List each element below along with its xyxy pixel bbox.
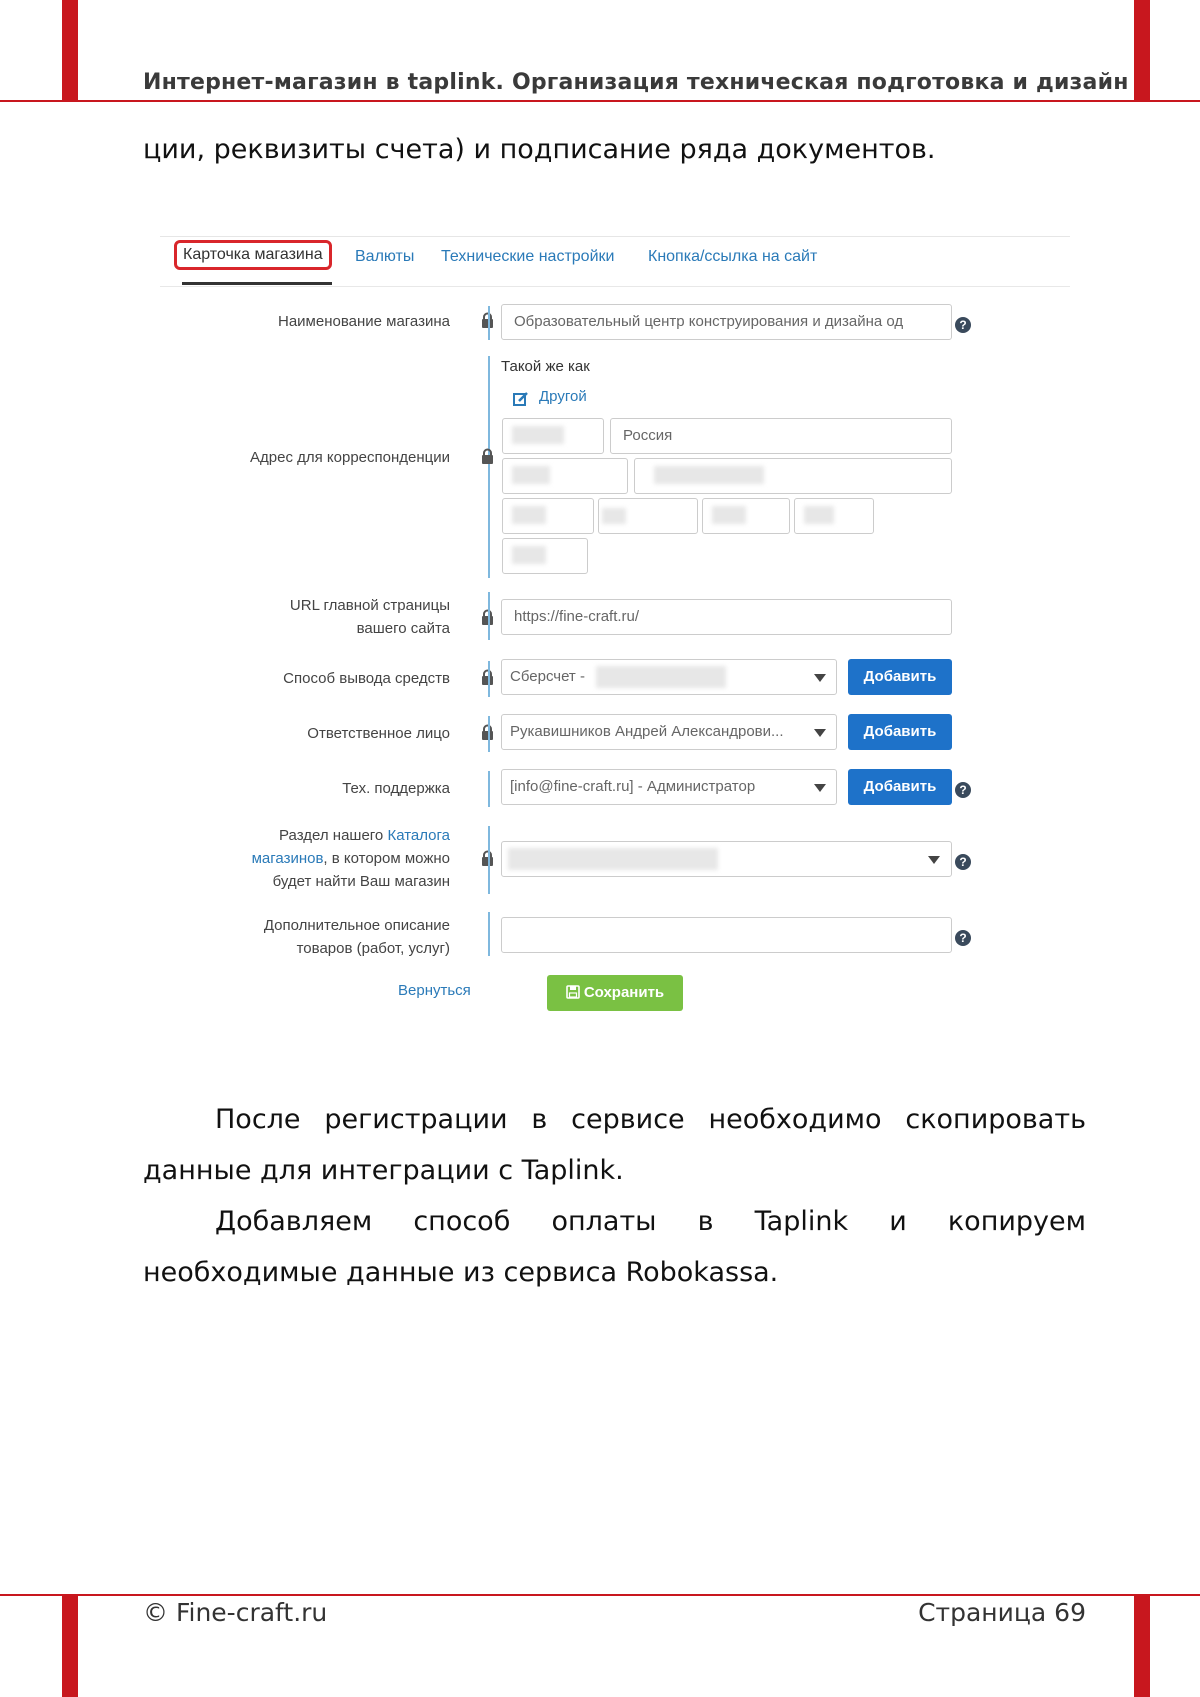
address-same-option[interactable]: Такой же как [501, 358, 590, 375]
responsible-person-select[interactable]: Рукавишников Андрей Александрови... [501, 714, 837, 750]
url-label [160, 594, 450, 640]
chevron-down-icon [814, 784, 826, 792]
back-link[interactable]: Вернуться [398, 982, 471, 999]
help-icon[interactable]: ? [955, 782, 971, 798]
help-icon[interactable]: ? [955, 317, 971, 333]
shop-name-input[interactable]: Образовательный центр конструирования и дизайна од [501, 304, 952, 340]
page-header-title: Интернет-магазин в taplink. Организация техническая подготовка и дизайн [143, 70, 1129, 95]
description-input[interactable] [501, 917, 952, 953]
chevron-down-icon [814, 674, 826, 682]
active-tab-underline [182, 282, 332, 285]
top-right-red-bar [1134, 0, 1150, 102]
description-label-line1: Дополнительное описание [263, 917, 450, 934]
add-support-button[interactable]: Добавить [848, 769, 952, 805]
payout-label: Способ вывода средств [283, 670, 450, 687]
floppy-disk-icon [566, 985, 580, 999]
page-number: Страница 69 [918, 1598, 1086, 1627]
blurred-value [512, 426, 564, 444]
save-button-label: Сохранить [583, 984, 665, 1001]
address-country-input[interactable]: Россия [610, 418, 952, 454]
intro-text [143, 124, 1086, 175]
add-payout-button[interactable]: Добавить [848, 659, 952, 695]
tab-currencies[interactable]: Валюты [355, 248, 415, 265]
tab-bar [160, 246, 1070, 287]
blurred-value [602, 508, 626, 524]
chevron-down-icon [928, 856, 940, 864]
help-icon[interactable]: ? [955, 854, 971, 870]
intro-paragraph: ции, реквизиты счета) и подписание ряда документов. [143, 134, 936, 165]
footer-rule [0, 1594, 1200, 1596]
tab-technical-settings[interactable]: Технические настройки [441, 248, 615, 265]
blurred-value [804, 506, 834, 524]
help-icon[interactable]: ? [955, 930, 971, 946]
catalog-link[interactable]: Каталога [387, 827, 450, 844]
shops-link[interactable]: магазинов [251, 850, 324, 867]
url-label-line2: вашего сайта [356, 620, 450, 637]
payout-method-select[interactable]: Сберсчет - [501, 659, 837, 695]
shop-name-label: Наименование магазина [277, 313, 450, 330]
edit-icon [513, 391, 529, 407]
blurred-value [512, 466, 550, 484]
payout-divider [488, 661, 490, 697]
blurred-value [508, 848, 718, 870]
blurred-value [512, 546, 546, 564]
catalog-label [160, 824, 450, 893]
tech-support-select[interactable]: [info@fine-craft.ru] - Администратор [501, 769, 837, 805]
shop-name-divider [488, 306, 490, 340]
blurred-value [512, 506, 546, 524]
url-label-line1: URL главной страницы [289, 597, 450, 614]
screenshot-top-border [160, 236, 1070, 237]
top-left-red-bar [62, 0, 78, 102]
footer-copyright: © Fine-craft.ru [143, 1598, 328, 1627]
bottom-left-red-bar [62, 1594, 78, 1697]
paragraph: Добавляем способ оплаты в Taplink и копируем необходимые данные из сервиса Robokassa. [143, 1206, 1086, 1288]
add-responsible-button[interactable]: Добавить [848, 714, 952, 750]
catalog-label-text: будет найти Ваш магазин [272, 873, 450, 890]
chevron-down-icon [814, 729, 826, 737]
body-paragraphs [143, 1094, 1086, 1298]
address-label: Адрес для корреспонденции [250, 449, 450, 466]
address-other-option[interactable]: Другой [539, 388, 587, 405]
catalog-label-text: , в котором можно [323, 850, 450, 867]
paragraph: После регистрации в сервисе необходимо скопировать данные для интеграции с Taplink. [143, 1104, 1086, 1186]
catalog-label-text: Раздел нашего [279, 827, 388, 844]
responsible-label: Ответственное лицо [307, 725, 450, 742]
lock-icon [481, 448, 494, 465]
url-divider [488, 592, 490, 640]
blurred-value [596, 666, 726, 688]
description-label-line2: товаров (работ, услуг) [296, 940, 450, 957]
blurred-value [654, 466, 764, 484]
site-url-input[interactable]: https://fine-craft.ru/ [501, 599, 952, 635]
description-label [160, 914, 450, 960]
tab-site-button-link[interactable]: Кнопка/ссылка на сайт [648, 248, 818, 265]
save-button[interactable] [547, 975, 683, 1011]
responsible-divider [488, 716, 490, 752]
description-divider [488, 912, 490, 956]
blurred-value [712, 506, 746, 524]
shop-card-screenshot [160, 236, 1070, 1026]
header-rule [0, 100, 1200, 102]
catalog-divider [488, 826, 490, 894]
support-label: Тех. поддержка [342, 780, 450, 797]
support-divider [488, 771, 490, 807]
bottom-right-red-bar [1134, 1594, 1150, 1697]
address-divider [488, 356, 490, 578]
tab-shop-card[interactable]: Карточка магазина [174, 240, 332, 270]
